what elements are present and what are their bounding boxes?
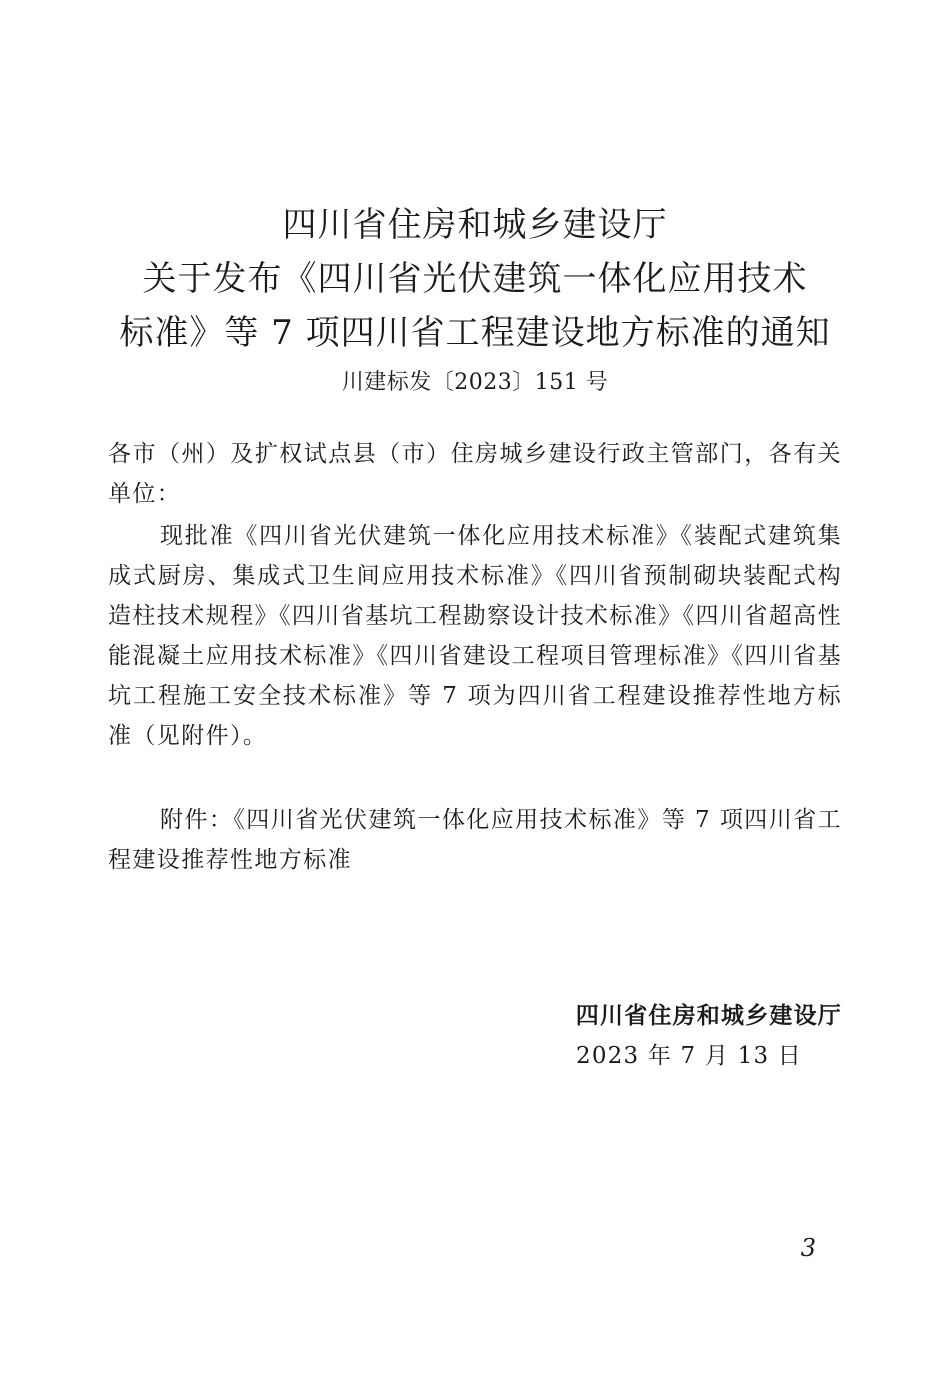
- notice-title-block: [0, 198, 950, 400]
- title-line-subject-1: 关于发布《四川省光伏建筑一体化应用技术: [142, 259, 808, 299]
- signature-organization: 四川省住房和城乡建设厅: [575, 1003, 842, 1029]
- attachment-note: 附件：《四川省光伏建筑一体化应用技术标准》等 7 项四川省工程建设推荐性地方标准: [108, 807, 842, 873]
- signature-date: 2023 年 7 月 13 日: [576, 1043, 802, 1069]
- signature-block: [576, 996, 842, 1076]
- title-line-subject-2: 标准》等 7 项四川省工程建设地方标准的通知: [119, 313, 831, 353]
- main-paragraph: 现批准《四川省光伏建筑一体化应用技术标准》《装配式建筑集成式厨房、集成式卫生间应用技术标准》《四川省预制砌块装配式构造柱技术规程》《四川省基坑工程勘察设计技术标准》《四川省超高性能混凝土应用技术标准》《四川省建设工程项目管理标准》《四川省基坑工程施工安全技术标准》等 7 项为四川省工程建设推荐性地方标准（见附件）。: [108, 523, 842, 749]
- salutation: 各市（州）及扩权试点县（市）住房城乡建设行政主管部门，各有关单位：: [108, 441, 842, 507]
- title-line-issuer: 四川省住房和城乡建设厅: [282, 205, 668, 245]
- page-number: 3: [800, 1234, 816, 1262]
- document-number: 川建标发〔2023〕151 号: [341, 370, 609, 395]
